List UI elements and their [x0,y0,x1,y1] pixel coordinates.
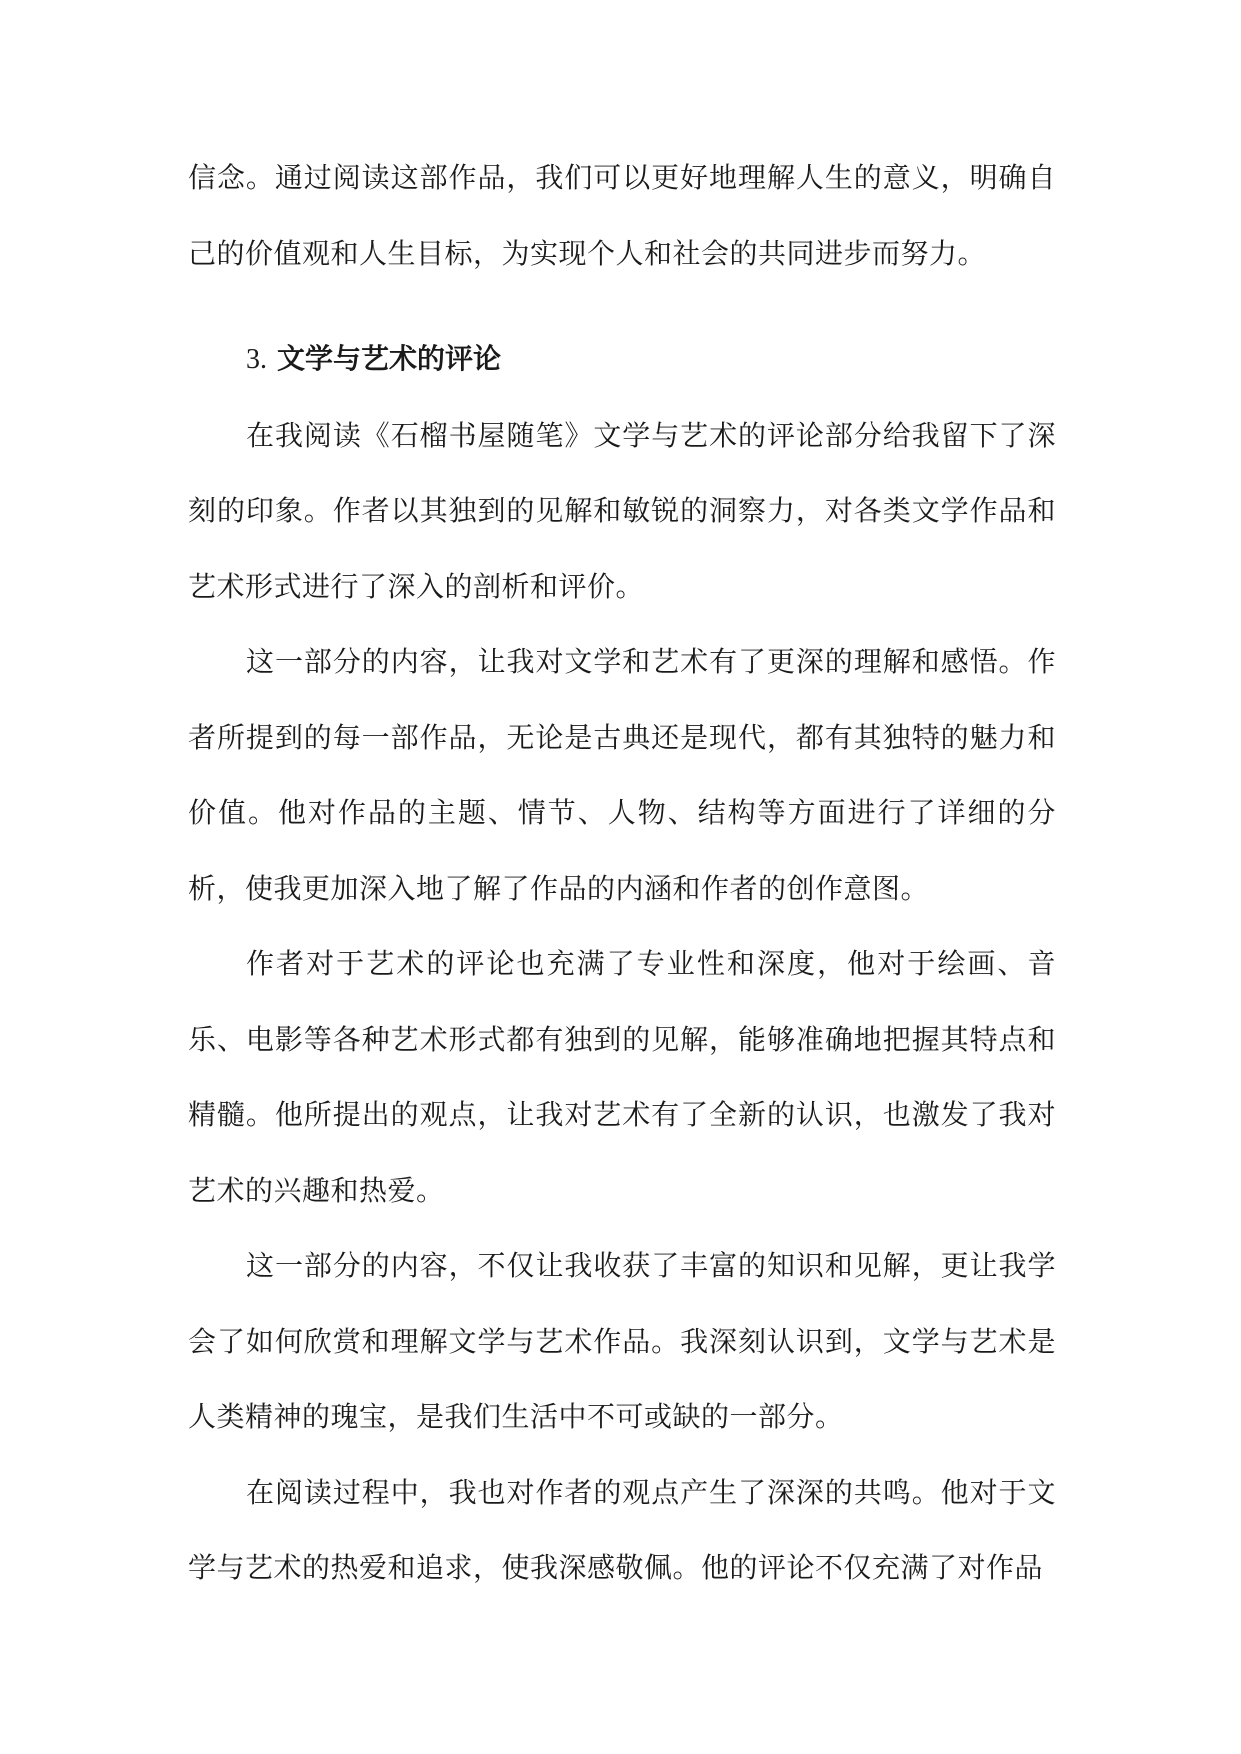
body-paragraph-5: 在阅读过程中，我也对作者的观点产生了深深的共鸣。他对于文学与艺术的热爱和追求，使我深感敬佩。他的评论不仅充满了对作品 [188,1475,1056,1584]
body-paragraph-1: 在我阅读《石榴书屋随笔》文学与艺术的评论部分给我留下了深刻的印象。作者以其独到的见解和敏锐的洞察力，对各类文学作品和艺术形式进行了深入的剖析和评价。 [188,418,1056,603]
section-spacer [188,291,1056,321]
section-number: 3. [246,344,267,375]
section-title: 文学与艺术的评论 [277,342,502,375]
section-heading [188,321,1056,398]
body-paragraph-2: 这一部分的内容，让我对文学和艺术有了更深的理解和感悟。作者所提到的每一部作品，无论是古典还是现代，都有其独特的魅力和价值。他对作品的主题、情节、人物、结构等方面进行了详细的分析，使我更加深入地了解了作品的内涵和作者的创作意图。 [188,645,1056,905]
intro-paragraph: 信念。通过阅读这部作品，我们可以更好地理解人生的意义，明确自己的价值观和人生目标，为实现个人和社会的共同进步而努力。 [188,161,1056,270]
document-body [188,140,1056,1606]
body-paragraph-4: 这一部分的内容，不仅让我收获了丰富的知识和见解，更让我学会了如何欣赏和理解文学与艺术作品。我深刻认识到，文学与艺术是人类精神的瑰宝，是我们生活中不可或缺的一部分。 [188,1249,1056,1433]
body-paragraph-3: 作者对于艺术的评论也充满了专业性和深度，他对于绘画、音乐、电影等各种艺术形式都有独到的见解，能够准确地把握其特点和精髓。他所提出的观点，让我对艺术有了全新的认识，也激发了我对艺术的兴趣和热爱。 [188,947,1056,1207]
